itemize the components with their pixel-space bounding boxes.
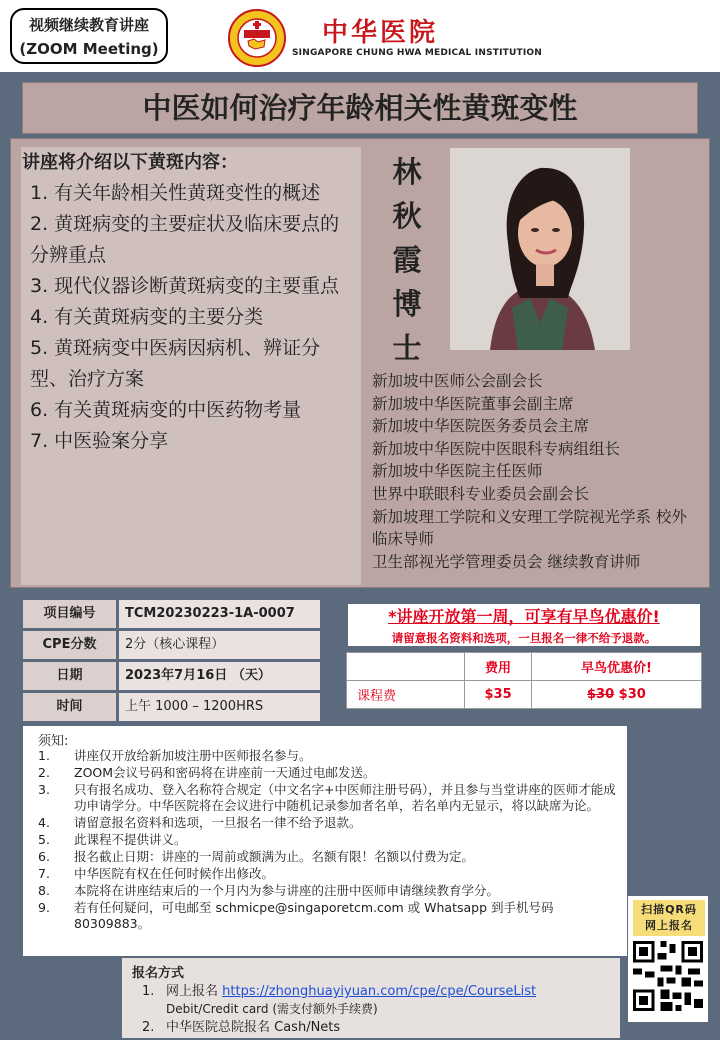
note-text: 请留意报名资料和选项，一旦报名一律不给予退款。 bbox=[74, 815, 362, 830]
promo-note: 请留意报名资料和选项，一旦报名一律不给予退款。 bbox=[391, 631, 657, 645]
note-item bbox=[38, 782, 626, 814]
speaker-photo bbox=[450, 148, 630, 350]
speaker-name-char: 士 bbox=[392, 331, 422, 365]
note-number: 4. bbox=[38, 815, 50, 830]
topic-list bbox=[30, 178, 350, 457]
info-value: 2023年7月16日 （天） bbox=[119, 662, 320, 690]
intro-heading: 讲座将介绍以下黄斑内容： bbox=[22, 152, 238, 173]
note-item bbox=[38, 849, 626, 865]
option-text: 中华医院总院报名 Cash/Nets bbox=[166, 1020, 341, 1035]
speaker-title: 新加坡中华医院主任医师 bbox=[372, 462, 543, 481]
info-label: 时间 bbox=[23, 693, 116, 721]
option-number: 1. bbox=[142, 984, 155, 999]
online-label: 网上报名 bbox=[166, 984, 223, 999]
registration-heading: 报名方式 bbox=[132, 966, 185, 981]
info-label: 日期 bbox=[23, 662, 116, 690]
info-value: TCM20230223-1A-0007 bbox=[119, 600, 320, 628]
speaker-name-char: 林 bbox=[392, 155, 422, 189]
note-number: 7. bbox=[38, 866, 50, 881]
note-number: 2. bbox=[38, 765, 50, 780]
speaker-title: 新加坡中华医院医务委员会主席 bbox=[372, 417, 590, 436]
note-text: 若有任何疑问，可电邮至 schmicpe@singaporetcm.com 或 Whatsapp 到手机号码 80309883。 bbox=[74, 900, 554, 931]
info-row bbox=[23, 631, 320, 659]
speaker-name bbox=[384, 150, 430, 370]
note-item bbox=[38, 832, 626, 848]
speaker-title: 新加坡中医师公会副会长 bbox=[372, 372, 543, 390]
note-item bbox=[38, 900, 626, 932]
note-text: 本院将在讲座结束后的一个月内为参与讲座的注册中医师申请继续教育学分。 bbox=[74, 883, 500, 898]
info-value: 2分（核心课程） bbox=[119, 631, 320, 659]
note-item bbox=[38, 748, 626, 764]
early-bird-promo bbox=[348, 604, 700, 646]
hospital-name-en: SINGAPORE CHUNG HWA MEDICAL INSTITUTION bbox=[292, 48, 542, 58]
speaker-name-char: 霞 bbox=[392, 243, 422, 277]
early-new-price: $30 bbox=[618, 687, 646, 702]
info-label: CPE分数 bbox=[23, 631, 116, 659]
fee-table bbox=[346, 652, 702, 709]
early-col-header: 早鸟优惠价! bbox=[531, 653, 701, 681]
registration-option bbox=[132, 983, 610, 1000]
topic-item: 4. 有关黄斑病变的主要分类 bbox=[30, 306, 264, 328]
fee-corner-cell bbox=[347, 653, 465, 681]
topic-item: 3. 现代仪器诊断黄斑病变的主要重点 bbox=[30, 275, 340, 297]
early-value bbox=[531, 681, 701, 709]
note-text: 讲座仅开放给新加坡注册中医师报名参与。 bbox=[74, 748, 312, 763]
payment-note: Debit/Credit card (需支付额外手续费) bbox=[166, 1002, 378, 1016]
speaker-title: 卫生部视光学管理委员会 继续教育讲师 bbox=[372, 552, 641, 571]
info-row bbox=[23, 662, 320, 690]
option-number: 2. bbox=[142, 1020, 155, 1035]
note-number: 3. bbox=[38, 782, 50, 797]
registration-option bbox=[132, 1019, 610, 1036]
speaker-name-char: 秋 bbox=[392, 199, 422, 233]
speaker-name-char: 博 bbox=[392, 287, 422, 321]
qr-code-icon[interactable] bbox=[630, 938, 706, 1014]
option-text bbox=[166, 983, 536, 1000]
topic-item: 2. 黄斑病变的主要症状及临床要点的分辨重点 bbox=[30, 213, 340, 266]
fee-col-header: 费用 bbox=[465, 653, 532, 681]
note-text: 此课程不提供讲义。 bbox=[74, 832, 187, 847]
event-tag bbox=[10, 8, 168, 64]
fee-row-label: 课程费 bbox=[347, 681, 465, 709]
promo-headline: *讲座开放第一周，可享有早鸟优惠价! bbox=[388, 607, 660, 626]
fee-header-row bbox=[347, 653, 702, 681]
info-row bbox=[23, 693, 320, 721]
speaker-title: 新加坡中华医院中医眼科专病组组长 bbox=[372, 439, 621, 458]
lecture-title: 中医如何治疗年龄相关性黄斑变性 bbox=[22, 82, 698, 134]
info-row bbox=[23, 600, 320, 628]
topic-item: 1. 有关年龄相关性黄斑变性的概述 bbox=[30, 182, 321, 204]
topic-item: 6. 有关黄斑病变的中医药物考量 bbox=[30, 399, 302, 421]
info-value: 上午 1000 – 1200HRS bbox=[119, 693, 320, 721]
speaker-title: 新加坡理工学院和义安理工学院视光学系 校外临床导师 bbox=[372, 507, 687, 549]
event-tag-line1: 视频继续教育讲座 bbox=[28, 16, 149, 34]
notes-list bbox=[38, 748, 626, 933]
registration-panel bbox=[122, 958, 620, 1038]
note-number: 5. bbox=[38, 832, 50, 847]
hospital-logo bbox=[228, 9, 286, 67]
note-text: 只有报名成功、登入名称符合规定（中文名字+中医师注册号码），并且参与当堂讲座的医师才能成功申请学分。中华医院将在会议进行中随机记录参加者名单，若名单内无显示，将以缺席为论。 bbox=[74, 782, 616, 813]
note-number: 8. bbox=[38, 883, 50, 898]
early-old-price: $30 bbox=[587, 687, 615, 702]
topic-item: 7. 中医验案分享 bbox=[30, 430, 169, 452]
note-number: 9. bbox=[38, 900, 50, 915]
fee-value: $35 bbox=[465, 681, 532, 709]
note-item bbox=[38, 866, 626, 882]
note-text: 报名截止日期：讲座的一周前或额满为止。名额有限！名额以付费为定。 bbox=[74, 849, 475, 864]
note-text: 中华医院有权在任何时候作出修改。 bbox=[74, 866, 275, 881]
note-number: 6. bbox=[38, 849, 50, 864]
note-item bbox=[38, 883, 626, 899]
event-tag-line2: (ZOOM Meeting) bbox=[19, 40, 159, 58]
note-item bbox=[38, 765, 626, 781]
topic-item: 5. 黄斑病变中医病因病机、辨证分型、治疗方案 bbox=[30, 337, 321, 390]
note-text: ZOOM会议号码和密码将在讲座前一天通过电邮发送。 bbox=[74, 765, 376, 780]
speaker-title: 新加坡中华医院董事会副主席 bbox=[372, 394, 574, 413]
registration-link[interactable]: https://zhonghuayiyuan.com/cpe/cpe/CourseList bbox=[222, 984, 537, 999]
fee-row bbox=[347, 681, 702, 709]
info-label: 项目编号 bbox=[23, 600, 116, 628]
course-info-table bbox=[23, 600, 320, 724]
note-item bbox=[38, 815, 626, 831]
note-number: 1. bbox=[38, 748, 50, 763]
notes-heading: 须知: bbox=[38, 734, 69, 749]
speaker-title: 世界中联眼科专业委员会副会长 bbox=[372, 484, 590, 503]
qr-label: 扫描QR码 网上报名 bbox=[633, 900, 705, 936]
speaker-titles bbox=[372, 370, 702, 573]
hospital-name-cn: 中华医院 bbox=[322, 18, 439, 48]
